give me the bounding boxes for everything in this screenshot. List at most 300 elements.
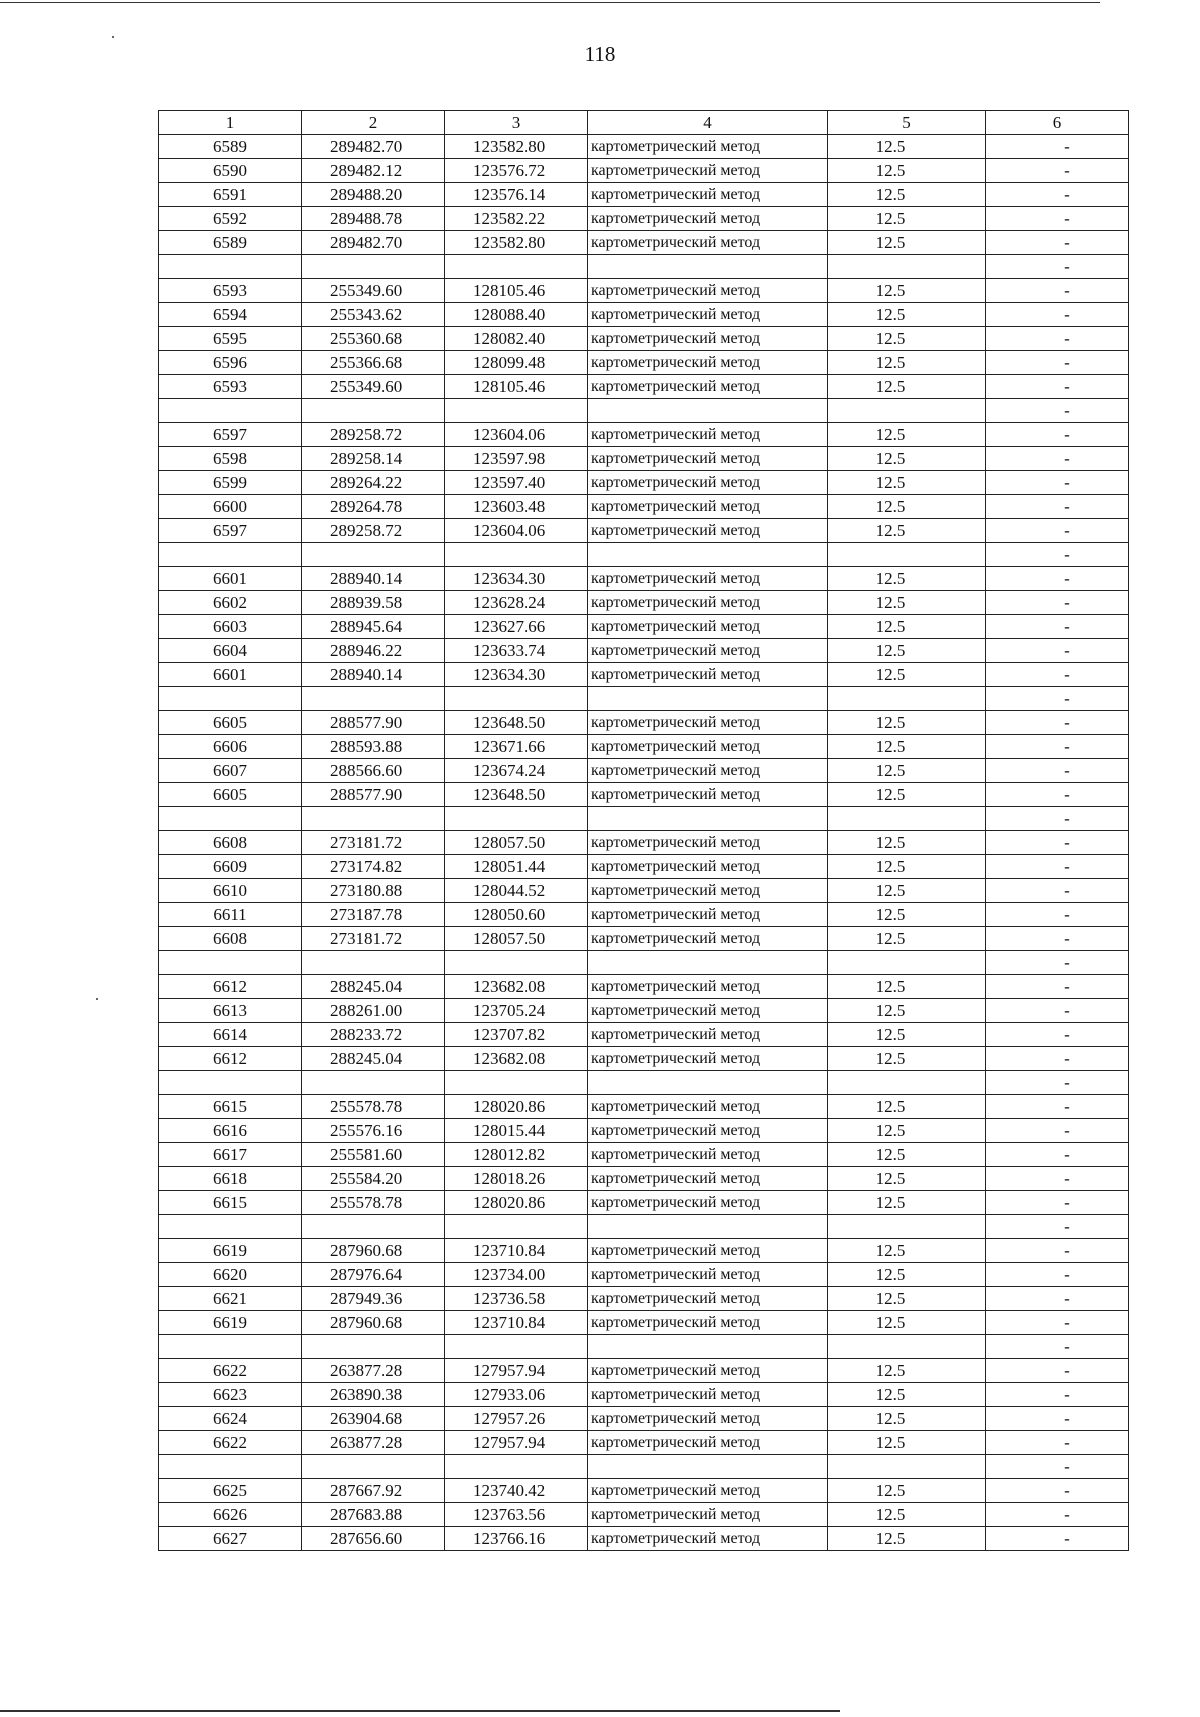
cell-note: - xyxy=(986,495,1129,519)
cell-note: - xyxy=(986,783,1129,807)
table-row xyxy=(159,1335,1129,1359)
cell-coord-y: 123734.00 xyxy=(445,1263,588,1287)
cell-point-number: 6612 xyxy=(159,1047,302,1071)
cell-method: картометрический метод xyxy=(588,1095,828,1119)
cell-accuracy: 12.5 xyxy=(828,495,986,519)
cell-method xyxy=(588,1455,828,1479)
cell-method: картометрический метод xyxy=(588,519,828,543)
table-row xyxy=(159,591,1129,615)
cell-method: картометрический метод xyxy=(588,1143,828,1167)
cell-coord-x xyxy=(302,543,445,567)
cell-note: - xyxy=(986,927,1129,951)
cell-point-number: 6599 xyxy=(159,471,302,495)
cell-coord-y: 123648.50 xyxy=(445,783,588,807)
cell-coord-y: 123582.22 xyxy=(445,207,588,231)
cell-note: - xyxy=(986,903,1129,927)
cell-note: - xyxy=(986,1311,1129,1335)
table-row xyxy=(159,1455,1129,1479)
cell-note: - xyxy=(986,519,1129,543)
cell-note: - xyxy=(986,711,1129,735)
cell-note: - xyxy=(986,135,1129,159)
cell-method: картометрический метод xyxy=(588,303,828,327)
cell-point-number: 6594 xyxy=(159,303,302,327)
cell-note: - xyxy=(986,1407,1129,1431)
table-row xyxy=(159,159,1129,183)
cell-point-number: 6618 xyxy=(159,1167,302,1191)
cell-note: - xyxy=(986,855,1129,879)
cell-coord-x: 288233.72 xyxy=(302,1023,445,1047)
cell-coord-y xyxy=(445,807,588,831)
table-row xyxy=(159,519,1129,543)
table-row xyxy=(159,783,1129,807)
table-row xyxy=(159,1479,1129,1503)
table-row xyxy=(159,231,1129,255)
cell-coord-x: 288940.14 xyxy=(302,567,445,591)
page-number: 118 xyxy=(584,42,616,66)
cell-method: картометрический метод xyxy=(588,279,828,303)
cell-point-number: 6613 xyxy=(159,999,302,1023)
cell-method: картометрический метод xyxy=(588,351,828,375)
cell-note: - xyxy=(986,1023,1129,1047)
table-row xyxy=(159,423,1129,447)
cell-coord-x: 263877.28 xyxy=(302,1359,445,1383)
cell-point-number xyxy=(159,399,302,423)
cell-point-number: 6621 xyxy=(159,1287,302,1311)
cell-coord-y: 128099.48 xyxy=(445,351,588,375)
cell-method: картометрический метод xyxy=(588,927,828,951)
cell-point-number: 6619 xyxy=(159,1311,302,1335)
cell-coord-y: 123576.72 xyxy=(445,159,588,183)
cell-point-number: 6626 xyxy=(159,1503,302,1527)
cell-point-number: 6606 xyxy=(159,735,302,759)
table-row xyxy=(159,207,1129,231)
cell-coord-x: 289264.78 xyxy=(302,495,445,519)
cell-accuracy: 12.5 xyxy=(828,1311,986,1335)
cell-note: - xyxy=(986,1167,1129,1191)
cell-point-number: 6590 xyxy=(159,159,302,183)
cell-method: картометрический метод xyxy=(588,663,828,687)
cell-note: - xyxy=(986,1263,1129,1287)
cell-accuracy: 12.5 xyxy=(828,1287,986,1311)
cell-note: - xyxy=(986,759,1129,783)
cell-coord-y: 123604.06 xyxy=(445,423,588,447)
cell-method: картометрический метод xyxy=(588,1119,828,1143)
cell-coord-y: 123648.50 xyxy=(445,711,588,735)
cell-coord-x: 288593.88 xyxy=(302,735,445,759)
cell-coord-x xyxy=(302,807,445,831)
table-row xyxy=(159,399,1129,423)
cell-coord-y xyxy=(445,255,588,279)
cell-accuracy: 12.5 xyxy=(828,351,986,375)
cell-coord-x: 287656.60 xyxy=(302,1527,445,1551)
cell-point-number: 6589 xyxy=(159,135,302,159)
table-row xyxy=(159,615,1129,639)
cell-point-number: 6622 xyxy=(159,1431,302,1455)
cell-coord-x: 255576.16 xyxy=(302,1119,445,1143)
cell-coord-y: 127957.26 xyxy=(445,1407,588,1431)
cell-point-number: 6623 xyxy=(159,1383,302,1407)
cell-point-number xyxy=(159,1215,302,1239)
cell-point-number: 6605 xyxy=(159,783,302,807)
cell-note: - xyxy=(986,591,1129,615)
cell-coord-y: 128044.52 xyxy=(445,879,588,903)
table-row xyxy=(159,183,1129,207)
table-row xyxy=(159,1263,1129,1287)
table-row xyxy=(159,1239,1129,1263)
table-row xyxy=(159,1287,1129,1311)
cell-note: - xyxy=(986,831,1129,855)
cell-point-number: 6589 xyxy=(159,231,302,255)
table-row xyxy=(159,327,1129,351)
cell-note: - xyxy=(986,687,1129,711)
cell-coord-x: 263890.38 xyxy=(302,1383,445,1407)
cell-point-number: 6607 xyxy=(159,759,302,783)
cell-note: - xyxy=(986,375,1129,399)
cell-note: - xyxy=(986,1479,1129,1503)
table-row xyxy=(159,1431,1129,1455)
table-row xyxy=(159,903,1129,927)
table-row xyxy=(159,447,1129,471)
cell-coord-y: 123576.14 xyxy=(445,183,588,207)
cell-coord-y: 128088.40 xyxy=(445,303,588,327)
cell-point-number: 6610 xyxy=(159,879,302,903)
cell-note: - xyxy=(986,207,1129,231)
cell-method: картометрический метод xyxy=(588,831,828,855)
cell-coord-x: 263877.28 xyxy=(302,1431,445,1455)
cell-note: - xyxy=(986,975,1129,999)
cell-note: - xyxy=(986,1359,1129,1383)
cell-coord-x: 288245.04 xyxy=(302,1047,445,1071)
cell-method: картометрический метод xyxy=(588,903,828,927)
cell-method: картометрический метод xyxy=(588,1239,828,1263)
cell-accuracy: 12.5 xyxy=(828,1191,986,1215)
cell-accuracy: 12.5 xyxy=(828,1383,986,1407)
cell-accuracy xyxy=(828,1071,986,1095)
cell-coord-x: 255581.60 xyxy=(302,1143,445,1167)
cell-note: - xyxy=(986,1071,1129,1095)
cell-point-number: 6593 xyxy=(159,375,302,399)
cell-accuracy: 12.5 xyxy=(828,1167,986,1191)
cell-coord-y: 123763.56 xyxy=(445,1503,588,1527)
cell-note: - xyxy=(986,1527,1129,1551)
cell-accuracy: 12.5 xyxy=(828,567,986,591)
cell-point-number: 6595 xyxy=(159,327,302,351)
table-row xyxy=(159,711,1129,735)
cell-note: - xyxy=(986,879,1129,903)
table-row xyxy=(159,999,1129,1023)
cell-note: - xyxy=(986,1119,1129,1143)
scan-speck xyxy=(112,36,114,38)
cell-point-number: 6620 xyxy=(159,1263,302,1287)
cell-coord-x: 289258.14 xyxy=(302,447,445,471)
cell-accuracy xyxy=(828,1455,986,1479)
cell-coord-y: 123674.24 xyxy=(445,759,588,783)
cell-point-number: 6617 xyxy=(159,1143,302,1167)
cell-point-number xyxy=(159,1335,302,1359)
cell-coord-y: 128057.50 xyxy=(445,831,588,855)
cell-accuracy: 12.5 xyxy=(828,975,986,999)
cell-accuracy: 12.5 xyxy=(828,927,986,951)
cell-method xyxy=(588,951,828,975)
cell-method: картометрический метод xyxy=(588,639,828,663)
cell-coord-x xyxy=(302,1071,445,1095)
table-row xyxy=(159,1095,1129,1119)
cell-coord-y: 123705.24 xyxy=(445,999,588,1023)
cell-coord-x: 273181.72 xyxy=(302,927,445,951)
cell-accuracy: 12.5 xyxy=(828,135,986,159)
cell-point-number: 6619 xyxy=(159,1239,302,1263)
table-row xyxy=(159,567,1129,591)
table-row xyxy=(159,735,1129,759)
cell-coord-x xyxy=(302,1335,445,1359)
cell-method: картометрический метод xyxy=(588,1407,828,1431)
cell-accuracy: 12.5 xyxy=(828,1239,986,1263)
cell-accuracy: 12.5 xyxy=(828,735,986,759)
cell-coord-y: 123634.30 xyxy=(445,567,588,591)
cell-method: картометрический метод xyxy=(588,447,828,471)
cell-accuracy: 12.5 xyxy=(828,831,986,855)
cell-accuracy: 12.5 xyxy=(828,1263,986,1287)
cell-coord-y: 128018.26 xyxy=(445,1167,588,1191)
cell-note: - xyxy=(986,471,1129,495)
cell-point-number xyxy=(159,1071,302,1095)
cell-coord-x: 289482.70 xyxy=(302,231,445,255)
header-col-3: 3 xyxy=(445,111,588,135)
cell-point-number: 6612 xyxy=(159,975,302,999)
cell-point-number: 6615 xyxy=(159,1095,302,1119)
cell-note: - xyxy=(986,231,1129,255)
cell-method: картометрический метод xyxy=(588,1527,828,1551)
cell-method: картометрический метод xyxy=(588,423,828,447)
cell-coord-x xyxy=(302,399,445,423)
cell-method: картометрический метод xyxy=(588,1431,828,1455)
cell-point-number xyxy=(159,255,302,279)
cell-note: - xyxy=(986,807,1129,831)
cell-coord-y xyxy=(445,951,588,975)
cell-coord-y: 123671.66 xyxy=(445,735,588,759)
cell-method: картометрический метод xyxy=(588,495,828,519)
cell-note: - xyxy=(986,543,1129,567)
cell-note: - xyxy=(986,183,1129,207)
cell-coord-y: 127957.94 xyxy=(445,1431,588,1455)
cell-note: - xyxy=(986,663,1129,687)
cell-accuracy: 12.5 xyxy=(828,231,986,255)
cell-coord-x: 287960.68 xyxy=(302,1311,445,1335)
cell-method: картометрический метод xyxy=(588,999,828,1023)
cell-coord-x: 289482.12 xyxy=(302,159,445,183)
cell-method: картометрический метод xyxy=(588,711,828,735)
cell-coord-y: 123766.16 xyxy=(445,1527,588,1551)
cell-coord-y xyxy=(445,399,588,423)
cell-point-number: 6597 xyxy=(159,423,302,447)
cell-note: - xyxy=(986,255,1129,279)
table-row xyxy=(159,1119,1129,1143)
cell-coord-y: 123597.98 xyxy=(445,447,588,471)
table-row xyxy=(159,471,1129,495)
cell-accuracy: 12.5 xyxy=(828,663,986,687)
cell-method: картометрический метод xyxy=(588,471,828,495)
cell-point-number: 6602 xyxy=(159,591,302,615)
cell-method xyxy=(588,399,828,423)
cell-point-number: 6597 xyxy=(159,519,302,543)
cell-point-number: 6604 xyxy=(159,639,302,663)
table-row xyxy=(159,1023,1129,1047)
cell-method: картометрический метод xyxy=(588,735,828,759)
cell-coord-y xyxy=(445,1335,588,1359)
cell-note: - xyxy=(986,1455,1129,1479)
header-col-4: 4 xyxy=(588,111,828,135)
cell-method: картометрический метод xyxy=(588,375,828,399)
cell-accuracy: 12.5 xyxy=(828,1047,986,1071)
cell-coord-x: 287960.68 xyxy=(302,1239,445,1263)
scan-speck xyxy=(96,998,98,1000)
cell-accuracy: 12.5 xyxy=(828,471,986,495)
table-row xyxy=(159,1047,1129,1071)
cell-accuracy: 12.5 xyxy=(828,1119,986,1143)
cell-method: картометрический метод xyxy=(588,783,828,807)
cell-method xyxy=(588,255,828,279)
cell-accuracy: 12.5 xyxy=(828,855,986,879)
cell-note: - xyxy=(986,399,1129,423)
table-row xyxy=(159,855,1129,879)
cell-coord-x: 288566.60 xyxy=(302,759,445,783)
cell-coord-x: 273180.88 xyxy=(302,879,445,903)
cell-coord-y: 123604.06 xyxy=(445,519,588,543)
table-row xyxy=(159,1527,1129,1551)
cell-method xyxy=(588,807,828,831)
cell-coord-x xyxy=(302,951,445,975)
cell-coord-x: 288261.00 xyxy=(302,999,445,1023)
cell-point-number: 6601 xyxy=(159,567,302,591)
cell-note: - xyxy=(986,1335,1129,1359)
cell-coord-x xyxy=(302,687,445,711)
cell-coord-x: 289258.72 xyxy=(302,519,445,543)
cell-coord-y: 123740.42 xyxy=(445,1479,588,1503)
cell-method: картометрический метод xyxy=(588,159,828,183)
table-row xyxy=(159,1167,1129,1191)
cell-accuracy xyxy=(828,255,986,279)
cell-note: - xyxy=(986,279,1129,303)
cell-method: картометрический метод xyxy=(588,1503,828,1527)
cell-method xyxy=(588,543,828,567)
cell-method xyxy=(588,1335,828,1359)
cell-method: картометрический метод xyxy=(588,207,828,231)
cell-note: - xyxy=(986,639,1129,663)
cell-note: - xyxy=(986,1503,1129,1527)
cell-coord-y: 128012.82 xyxy=(445,1143,588,1167)
cell-method xyxy=(588,1215,828,1239)
header-col-6: 6 xyxy=(986,111,1129,135)
cell-point-number: 6608 xyxy=(159,927,302,951)
cell-coord-y: 128020.86 xyxy=(445,1095,588,1119)
cell-method: картометрический метод xyxy=(588,1287,828,1311)
cell-note: - xyxy=(986,327,1129,351)
cell-accuracy: 12.5 xyxy=(828,303,986,327)
cell-coord-y: 123603.48 xyxy=(445,495,588,519)
table-row xyxy=(159,927,1129,951)
cell-accuracy: 12.5 xyxy=(828,183,986,207)
header-row xyxy=(159,111,1129,135)
cell-method: картометрический метод xyxy=(588,759,828,783)
cell-point-number: 6609 xyxy=(159,855,302,879)
cell-coord-y: 123628.24 xyxy=(445,591,588,615)
cell-accuracy: 12.5 xyxy=(828,1143,986,1167)
cell-accuracy xyxy=(828,807,986,831)
table-row xyxy=(159,975,1129,999)
table-row xyxy=(159,1215,1129,1239)
cell-coord-y: 128105.46 xyxy=(445,279,588,303)
cell-note: - xyxy=(986,447,1129,471)
cell-coord-x: 255360.68 xyxy=(302,327,445,351)
cell-note: - xyxy=(986,1287,1129,1311)
cell-accuracy: 12.5 xyxy=(828,759,986,783)
cell-coord-y: 127933.06 xyxy=(445,1383,588,1407)
cell-accuracy: 12.5 xyxy=(828,1431,986,1455)
table-row xyxy=(159,279,1129,303)
cell-coord-x: 288245.04 xyxy=(302,975,445,999)
cell-coord-x: 287683.88 xyxy=(302,1503,445,1527)
table-row xyxy=(159,1359,1129,1383)
header-col-1: 1 xyxy=(159,111,302,135)
cell-accuracy: 12.5 xyxy=(828,279,986,303)
cell-point-number: 6614 xyxy=(159,1023,302,1047)
table-row xyxy=(159,639,1129,663)
cell-point-number: 6600 xyxy=(159,495,302,519)
cell-method: картометрический метод xyxy=(588,567,828,591)
cell-coord-x: 289488.78 xyxy=(302,207,445,231)
cell-accuracy: 12.5 xyxy=(828,999,986,1023)
cell-accuracy: 12.5 xyxy=(828,903,986,927)
cell-coord-x: 255578.78 xyxy=(302,1191,445,1215)
cell-coord-x xyxy=(302,1215,445,1239)
table-row xyxy=(159,1503,1129,1527)
cell-coord-x: 255349.60 xyxy=(302,375,445,399)
cell-point-number: 6605 xyxy=(159,711,302,735)
cell-note: - xyxy=(986,303,1129,327)
cell-note: - xyxy=(986,351,1129,375)
cell-note: - xyxy=(986,951,1129,975)
cell-point-number: 6592 xyxy=(159,207,302,231)
table-body xyxy=(159,135,1129,1551)
cell-coord-x: 263904.68 xyxy=(302,1407,445,1431)
cell-method: картометрический метод xyxy=(588,183,828,207)
cell-method: картометрический метод xyxy=(588,975,828,999)
cell-point-number xyxy=(159,951,302,975)
cell-accuracy: 12.5 xyxy=(828,1095,986,1119)
cell-coord-y: 123582.80 xyxy=(445,231,588,255)
cell-coord-y: 128105.46 xyxy=(445,375,588,399)
cell-accuracy: 12.5 xyxy=(828,591,986,615)
cell-coord-y: 123682.08 xyxy=(445,975,588,999)
cell-coord-x: 287976.64 xyxy=(302,1263,445,1287)
cell-coord-x: 273181.72 xyxy=(302,831,445,855)
cell-coord-y: 123634.30 xyxy=(445,663,588,687)
cell-note: - xyxy=(986,1191,1129,1215)
cell-accuracy: 12.5 xyxy=(828,879,986,903)
cell-note: - xyxy=(986,159,1129,183)
cell-accuracy: 12.5 xyxy=(828,1023,986,1047)
cell-coord-x: 288577.90 xyxy=(302,711,445,735)
cell-method: картометрический метод xyxy=(588,327,828,351)
table-row xyxy=(159,1143,1129,1167)
cell-coord-x: 287667.92 xyxy=(302,1479,445,1503)
table-row xyxy=(159,1383,1129,1407)
cell-coord-x: 289258.72 xyxy=(302,423,445,447)
cell-coord-x: 289482.70 xyxy=(302,135,445,159)
cell-coord-y xyxy=(445,1215,588,1239)
header-col-5: 5 xyxy=(828,111,986,135)
cell-accuracy: 12.5 xyxy=(828,375,986,399)
